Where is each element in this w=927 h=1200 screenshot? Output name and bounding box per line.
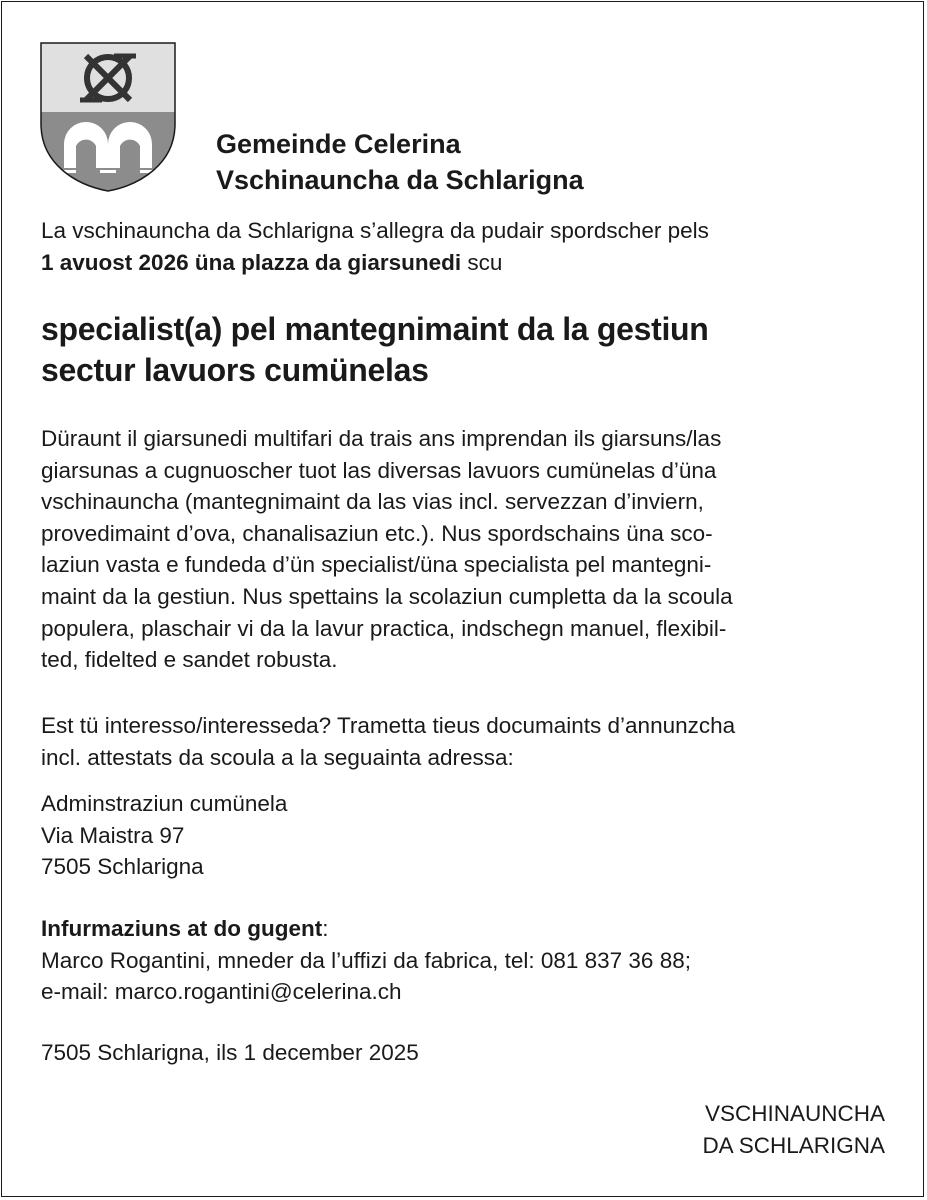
intro-line-2 <box>41 247 891 279</box>
contact-email: e-mail: marco.rogantini@celerina.ch <box>41 979 402 1005</box>
body-line: ted, fidelted e sandet robusta. <box>41 647 338 673</box>
intro-paragraph <box>41 215 891 278</box>
coat-of-arms-logo <box>40 42 176 192</box>
address-line-3: 7505 Schlarigna <box>41 854 204 880</box>
body-line: vschinauncha (mantegnimaint da las vias incl. servezzan d’inviern, <box>41 489 704 515</box>
job-title <box>41 309 901 391</box>
job-title-line-2: sectur lavuors cumünelas <box>41 352 429 388</box>
municipality-name-de: Gemeinde Celerina <box>216 129 461 159</box>
place-date <box>41 1037 891 1069</box>
application-call <box>41 710 891 773</box>
job-description <box>41 423 891 676</box>
body-line: giarsunas a cugnuoscher tuot las diversas lavuors cumünelas d’üna <box>41 457 717 483</box>
job-title-line-1: specialist(a) pel mantegnimaint da la gestiun <box>41 311 709 347</box>
address-line-1: Adminstraziun cumünela <box>41 791 288 816</box>
contact-person: Marco Rogantini, mneder da l’uffizi da fabrica, tel: 081 837 36 88; <box>41 947 691 973</box>
contact-heading-colon: : <box>322 916 329 941</box>
signature-line-2: DA SCHLARIGNA <box>702 1133 885 1158</box>
signature-line-1: VSCHINAUNCHA <box>704 1101 885 1126</box>
intro-line-2-rest: scu <box>461 249 503 275</box>
body-line: laziun vasta e fundeda d’ün specialist/üna specialista pel mantegni- <box>41 552 712 578</box>
place-date-text: 7505 Schlarigna, ils 1 december 2025 <box>41 1040 419 1065</box>
cta-line: incl. attestats da scoula a la seguainta adressa: <box>41 744 514 770</box>
intro-line-1: La vschinauncha da Schlarigna s’allegra da pudair spordscher pels <box>41 218 709 243</box>
contact-heading-line <box>41 913 891 945</box>
body-line: Düraunt il giarsunedi multifari da trais ans imprendan ils giarsuns/las <box>41 426 722 451</box>
address-line-2: Via Maistra 97 <box>41 822 185 848</box>
contact-heading: Infurmaziuns at do gugent <box>41 916 323 941</box>
municipality-name-rm: Vschinauncha da Schlarigna <box>216 165 584 195</box>
body-line: provedimaint d’ova, chanalisaziun etc.). Nus spordschains üna sco- <box>41 520 713 546</box>
body-line: populera, plaschair vi da la lavur practica, indschegn manuel, flexibil- <box>41 615 727 641</box>
contact-info <box>41 913 891 1008</box>
intro-start-date: 1 avuost 2026 üna plazza da giarsunedi <box>41 249 462 275</box>
body-line: maint da la gestiun. Nus spettains la scolaziun cumpletta da la scoula <box>41 583 733 609</box>
signature <box>702 1098 885 1162</box>
cta-line: Est tü interesso/interesseda? Trametta tieus documaints d’annunzcha <box>41 713 736 738</box>
application-address <box>41 788 891 883</box>
municipality-name <box>216 126 584 198</box>
